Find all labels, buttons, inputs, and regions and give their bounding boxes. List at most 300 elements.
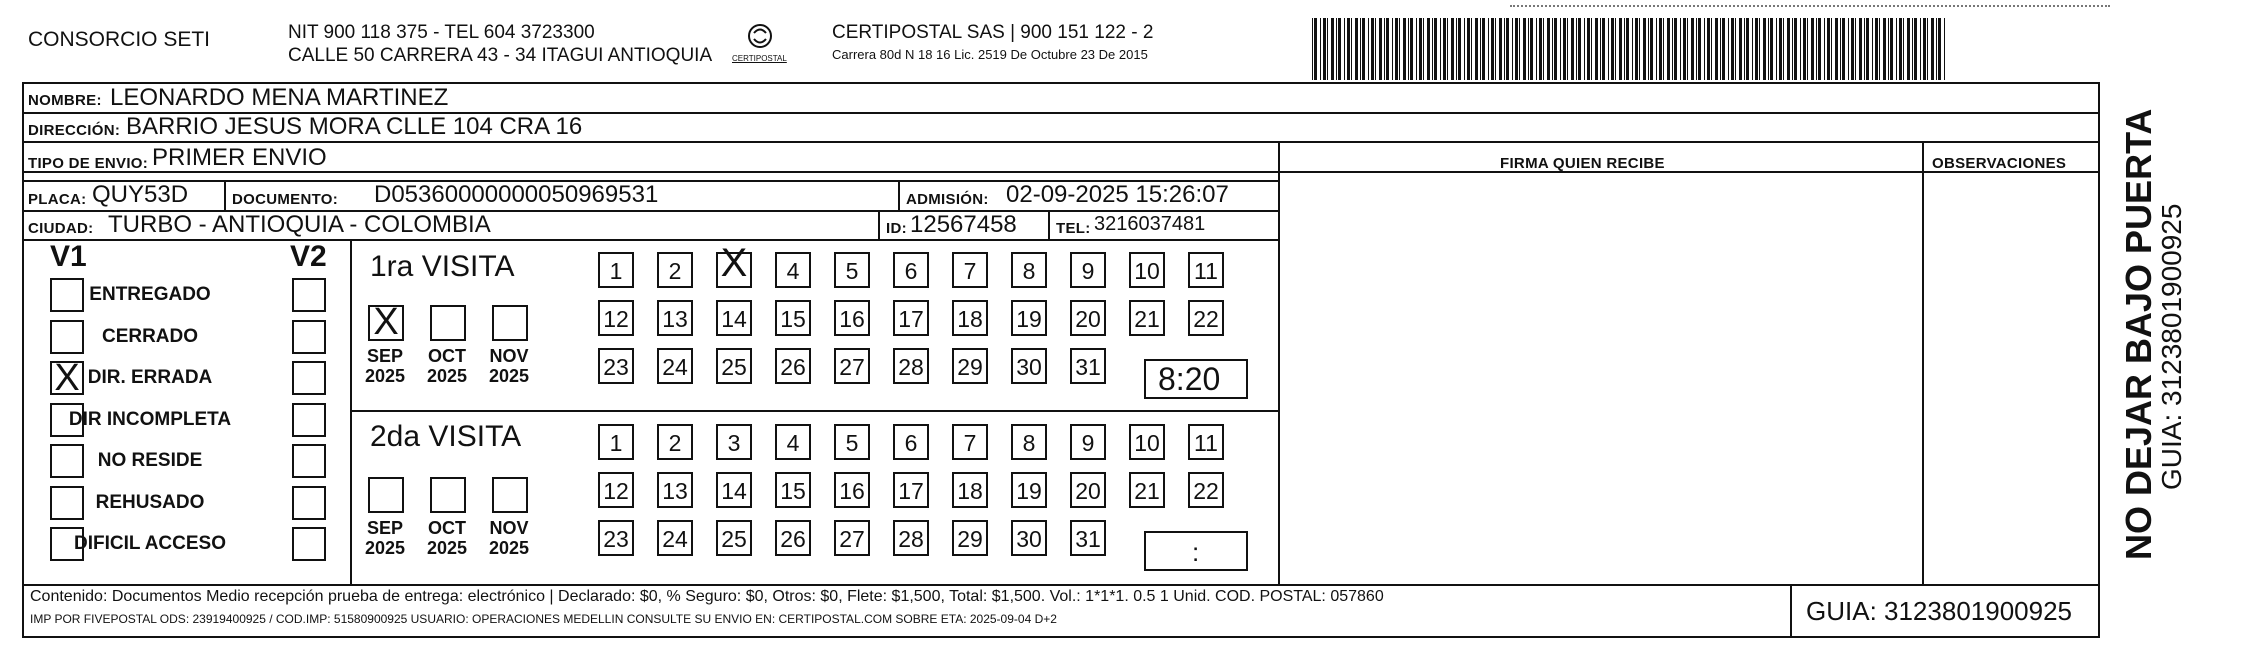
- barcode-bar: [1896, 18, 1897, 80]
- first-visit-day-box[interactable]: [716, 348, 752, 384]
- barcode-bar: [1635, 18, 1638, 80]
- first-visit-day-box[interactable]: [716, 300, 752, 336]
- barcode-bar: [1639, 18, 1640, 80]
- second-visit-day-number: 12: [603, 478, 629, 504]
- barcode-bar: [1539, 18, 1542, 80]
- first-visit-day-box[interactable]: [1011, 348, 1047, 384]
- firma-header: FIRMA QUIEN RECIBE: [1500, 155, 1665, 172]
- placa-label: PLACA:: [28, 191, 87, 208]
- first-visit-month-label: NOV: [489, 346, 529, 366]
- first-visit-day-box[interactable]: [598, 300, 634, 336]
- second-visit-day-number: 24: [662, 526, 688, 552]
- second-visit-month-checkbox[interactable]: [430, 477, 466, 513]
- first-visit-day-box[interactable]: [1129, 252, 1165, 288]
- barcode-bar: [1600, 18, 1601, 80]
- barcode-bar: [1672, 18, 1673, 80]
- barcode-bar: [1656, 18, 1657, 80]
- barcode: [1310, 18, 1950, 80]
- second-visit-day-number: 13: [662, 478, 688, 504]
- direccion-label: DIRECCIÓN:: [28, 122, 121, 139]
- first-visit-day-number: 4: [786, 258, 800, 284]
- form-frame: [22, 82, 2100, 638]
- right-top-border: [2098, 82, 2100, 142]
- barcode-bar: [1768, 18, 1769, 80]
- first-visit-month-mark: X: [373, 301, 399, 343]
- barcode-bar: [1663, 18, 1664, 80]
- barcode-bar: [1338, 18, 1341, 80]
- barcode-bar: [1674, 18, 1677, 80]
- barcode-bar: [1920, 18, 1921, 80]
- barcode-bar: [1447, 18, 1448, 80]
- barcode-bar: [1888, 18, 1889, 80]
- barcode-bar: [1687, 18, 1688, 80]
- second-visit-day-box[interactable]: [657, 520, 693, 556]
- first-visit-day-number: 14: [721, 306, 747, 332]
- v2-checkbox[interactable]: [292, 486, 326, 520]
- barcode-bar: [1399, 18, 1400, 80]
- barcode-bar: [1427, 18, 1430, 80]
- status-option-label: DIFICIL ACCESO: [73, 533, 226, 554]
- first-visit-day-box[interactable]: [716, 241, 752, 288]
- barcode-bar: [1416, 18, 1417, 80]
- barcode-bar: [1883, 18, 1886, 80]
- second-visit-day-box[interactable]: [1129, 472, 1165, 508]
- barcode-bar: [1746, 18, 1749, 80]
- first-visit-day-box[interactable]: [893, 252, 929, 288]
- barcode-bar: [1704, 18, 1705, 80]
- barcode-bar: [1803, 18, 1806, 80]
- barcode-bar: [1563, 18, 1566, 80]
- logo-text: CERTIPOSTAL: [732, 54, 787, 63]
- first-visit-day-number: 27: [839, 354, 865, 380]
- second-visit-day-box[interactable]: [1188, 424, 1224, 460]
- barcode-bar: [1875, 18, 1878, 80]
- second-visit-day-number: 20: [1075, 478, 1101, 504]
- first-visit-day-box[interactable]: [1070, 300, 1106, 336]
- barcode-bar: [1336, 18, 1337, 80]
- barcode-bar: [1879, 18, 1880, 80]
- tel-sep: [1048, 210, 1050, 239]
- barcode-bar: [1711, 18, 1712, 80]
- first-visit-day-number: 31: [1075, 354, 1101, 380]
- admision-sep: [898, 180, 900, 210]
- first-visit-day-number: 28: [898, 354, 924, 380]
- second-visit-day-box[interactable]: [1129, 424, 1165, 460]
- status-option-label: DIR INCOMPLETA: [68, 409, 232, 430]
- first-visit-day-number: 29: [957, 354, 983, 380]
- second-visit-day-box[interactable]: [1011, 472, 1047, 508]
- second-visit-day-box[interactable]: [893, 520, 929, 556]
- barcode-bar: [1392, 18, 1393, 80]
- barcode-bar: [1471, 18, 1472, 80]
- second-visit-time: :: [1192, 537, 1200, 567]
- barcode-bar: [1360, 18, 1361, 80]
- barcode-bar: [1731, 18, 1734, 80]
- v2-header: V2: [290, 240, 327, 273]
- barcode-bar: [1506, 18, 1509, 80]
- second-visit-day-box[interactable]: [598, 472, 634, 508]
- first-visit-day-box[interactable]: [1129, 300, 1165, 336]
- barcode-bar: [1491, 18, 1494, 80]
- second-visit-day-box[interactable]: [716, 472, 752, 508]
- barcode-bar: [1923, 18, 1926, 80]
- barcode-bar: [1528, 18, 1529, 80]
- barcode-bar: [1912, 18, 1913, 80]
- first-visit-day-box[interactable]: [1070, 252, 1106, 288]
- v2-checkbox[interactable]: [292, 444, 326, 478]
- barcode-bar: [1547, 18, 1550, 80]
- first-visit-day-box[interactable]: [1188, 300, 1224, 336]
- barcode-bar: [1770, 18, 1773, 80]
- barcode-bar: [1626, 18, 1629, 80]
- barcode-bar: [1608, 18, 1609, 80]
- barcode-bar: [1530, 18, 1533, 80]
- first-visit-day-box[interactable]: [775, 252, 811, 288]
- nit-line: NIT 900 118 375 - TEL 604 3723300: [288, 22, 595, 43]
- second-visit-day-box[interactable]: [893, 424, 929, 460]
- barcode-bar: [1488, 18, 1489, 80]
- barcode-bar: [1379, 18, 1382, 80]
- barcode-bar: [1859, 18, 1862, 80]
- second-visit-day-number: 15: [780, 478, 806, 504]
- second-visit-day-number: 6: [904, 430, 918, 456]
- first-visit-day-box[interactable]: [952, 252, 988, 288]
- documento-value: D05360000000050969531: [374, 181, 659, 208]
- second-visit-month-label: SEP: [366, 518, 404, 538]
- second-visit-month-label: NOV: [489, 518, 529, 538]
- barcode-bar: [1715, 18, 1718, 80]
- barcode-bar: [1512, 18, 1513, 80]
- first-visit-day-number: 24: [662, 354, 688, 380]
- obs-left-border: [1922, 141, 1924, 584]
- second-visit-day-box[interactable]: [834, 424, 870, 460]
- barcode-bar: [1824, 18, 1825, 80]
- second-visit-day-box[interactable]: [716, 424, 752, 460]
- barcode-bar: [1395, 18, 1398, 80]
- barcode-bar: [1480, 18, 1481, 80]
- barcode-bar: [1890, 18, 1893, 80]
- tel-label: TEL:: [1056, 220, 1091, 237]
- barcode-bar: [1403, 18, 1406, 80]
- footer-guia-sep: [1790, 584, 1792, 638]
- barcode-bar: [1735, 18, 1736, 80]
- first-visit-day-box[interactable]: [893, 348, 929, 384]
- barcode-bar: [1578, 18, 1581, 80]
- tel-value: 3216037481: [1094, 213, 1206, 235]
- first-visit-day-box[interactable]: [657, 348, 693, 384]
- barcode-bar: [1938, 18, 1941, 80]
- certipostal-logo: [730, 20, 790, 70]
- ciudad-label: CIUDAD:: [28, 220, 94, 237]
- placa-sep: [224, 180, 226, 210]
- second-visit-time-box[interactable]: [1144, 531, 1248, 571]
- first-visit-day-number: 15: [780, 306, 806, 332]
- first-visit-day-box[interactable]: [952, 348, 988, 384]
- second-visit-day-box[interactable]: [952, 520, 988, 556]
- barcode-bar: [1752, 18, 1753, 80]
- barcode-bar: [1759, 18, 1760, 80]
- v2-checkbox[interactable]: [292, 278, 326, 312]
- second-visit-month-checkbox[interactable]: [368, 477, 404, 513]
- second-visit-day-box[interactable]: [716, 520, 752, 556]
- barcode-bar: [1410, 18, 1413, 80]
- first-visit-day-box[interactable]: [893, 300, 929, 336]
- barcode-bar: [1543, 18, 1544, 80]
- v2-checkbox[interactable]: [292, 320, 326, 354]
- status-option-label: ENTREGADO: [89, 284, 211, 305]
- second-visit-day-box[interactable]: [657, 424, 693, 460]
- second-visit-day-box[interactable]: [952, 424, 988, 460]
- barcode-bar: [1560, 18, 1561, 80]
- barcode-bar: [1602, 18, 1605, 80]
- second-visit-day-box[interactable]: [775, 520, 811, 556]
- first-visit-day-number: 5: [845, 258, 859, 284]
- first-visit-day-box[interactable]: [834, 252, 870, 288]
- second-visit-day-number: 30: [1016, 526, 1042, 552]
- status-option-label: REHUSADO: [95, 492, 205, 513]
- footer-guia: GUIA: 3123801900925: [1806, 596, 2072, 626]
- barcode-bar: [1467, 18, 1470, 80]
- barcode-bar: [1698, 18, 1701, 80]
- second-visit-day-box[interactable]: [1070, 520, 1106, 556]
- second-visit-day-number: 18: [957, 478, 983, 504]
- first-visit-day-box[interactable]: [1011, 252, 1047, 288]
- second-visit-day-box[interactable]: [1070, 424, 1106, 460]
- v2-checkbox[interactable]: [292, 361, 326, 395]
- tipo-label: TIPO DE ENVIO:: [28, 155, 149, 172]
- barcode-bar: [1643, 18, 1646, 80]
- barcode-bar: [1776, 18, 1777, 80]
- second-visit-day-number: 7: [963, 430, 977, 456]
- second-visit-day-box[interactable]: [1188, 472, 1224, 508]
- barcode-bar: [1744, 18, 1745, 80]
- barcode-bar: [1855, 18, 1856, 80]
- barcode-bar: [1519, 18, 1520, 80]
- first-visit-month-checkbox[interactable]: [430, 305, 466, 341]
- barcode-bar: [1464, 18, 1465, 80]
- license-line: Carrera 80d N 18 16 Lic. 2519 De Octubre 23 De 2015: [832, 47, 1148, 62]
- first-visit-time-box[interactable]: [1144, 359, 1248, 399]
- second-visit-day-number: 3: [727, 430, 741, 456]
- first-visit-day-number: 6: [904, 258, 918, 284]
- first-visit-day-box[interactable]: [1070, 348, 1106, 384]
- first-visit-day-box[interactable]: [834, 300, 870, 336]
- second-visit-day-number: 2: [668, 430, 682, 456]
- v2-checkbox[interactable]: [292, 527, 326, 561]
- ciudad-value: TURBO - ANTIOQUIA - COLOMBIA: [108, 211, 491, 238]
- barcode-bar: [1811, 18, 1814, 80]
- obs-right-border: [2098, 141, 2100, 584]
- barcode-bar: [1591, 18, 1592, 80]
- barcode-bar: [1864, 18, 1865, 80]
- barcode-bar: [1816, 18, 1817, 80]
- barcode-bar: [1763, 18, 1766, 80]
- barcode-bar: [1362, 18, 1365, 80]
- barcode-bar: [1914, 18, 1917, 80]
- first-visit-day-number: 17: [898, 306, 924, 332]
- second-visit-day-number: 22: [1193, 478, 1219, 504]
- first-visit-day-number: 12: [603, 306, 629, 332]
- nombre-label: NOMBRE:: [28, 92, 102, 109]
- first-visit-day-number: 8: [1022, 258, 1036, 284]
- barcode-bar: [1331, 18, 1334, 80]
- second-visit-day-box[interactable]: [775, 472, 811, 508]
- first-visit-day-number: 23: [603, 354, 629, 380]
- nombre-value: LEONARDO MENA MARTINEZ: [110, 84, 449, 111]
- second-visit-year-label: 2025: [488, 538, 530, 558]
- barcode-bar: [1323, 18, 1326, 80]
- barcode-bar: [1783, 18, 1784, 80]
- second-visit-day-box[interactable]: [775, 424, 811, 460]
- second-visit-day-box[interactable]: [834, 520, 870, 556]
- barcode-bar: [1907, 18, 1910, 80]
- v1-check-mark: X: [54, 357, 80, 399]
- barcode-bar: [1931, 18, 1934, 80]
- barcode-bar: [1611, 18, 1614, 80]
- barcode-bar: [1683, 18, 1686, 80]
- second-visit-day-box[interactable]: [657, 472, 693, 508]
- first-visit-day-number: 30: [1016, 354, 1042, 380]
- second-visit-day-number: 27: [839, 526, 865, 552]
- first-visit-day-box[interactable]: [834, 348, 870, 384]
- barcode-bar: [1408, 18, 1409, 80]
- second-visit-day-box[interactable]: [834, 472, 870, 508]
- barcode-bar: [1347, 18, 1350, 80]
- barcode-bar: [1800, 18, 1801, 80]
- visit-separator: [350, 410, 1278, 412]
- first-visit-day-number: 16: [839, 306, 865, 332]
- barcode-bar: [1355, 18, 1358, 80]
- barcode-bar: [1536, 18, 1537, 80]
- first-visit-day-mark: X: [720, 241, 748, 285]
- footer-line: [22, 584, 2100, 586]
- id-sep: [878, 210, 880, 239]
- first-visit-year-label: 2025: [426, 366, 468, 386]
- barcode-bar: [1831, 18, 1832, 80]
- second-visit-day-number: 14: [721, 478, 747, 504]
- barcode-bar: [1384, 18, 1385, 80]
- placa-value: QUY53D: [92, 181, 189, 208]
- second-visit-day-box[interactable]: [952, 472, 988, 508]
- barcode-bar: [1523, 18, 1526, 80]
- barcode-bar: [1451, 18, 1454, 80]
- second-visit-day-box[interactable]: [893, 472, 929, 508]
- second-visit-day-box[interactable]: [598, 424, 634, 460]
- first-visit-day-box[interactable]: [598, 252, 634, 288]
- first-visit-day-box[interactable]: [598, 348, 634, 384]
- first-visit-day-box[interactable]: [775, 300, 811, 336]
- second-visit-day-box[interactable]: [598, 520, 634, 556]
- second-visit-day-number: 31: [1075, 526, 1101, 552]
- observaciones-header: OBSERVACIONES: [1932, 155, 2067, 172]
- first-visit-month-label: SEP: [366, 346, 404, 366]
- barcode-bar: [1722, 18, 1725, 80]
- barcode-bar: [1792, 18, 1793, 80]
- first-visit-month-checkbox[interactable]: [368, 301, 404, 343]
- barcode-bar: [1554, 18, 1557, 80]
- barcode-bar: [1842, 18, 1845, 80]
- first-visit-day-box[interactable]: [657, 252, 693, 288]
- admision-value: 02-09-2025 15:26:07: [1006, 181, 1229, 208]
- row-line-3: [22, 171, 2100, 173]
- footer-imp: IMP POR FIVEPOSTAL ODS: 23919400925 / COD.IMP: 51580900925 USUARIO: OPERACIONES MEDELLIN CONSULTE SU ENVIO EN: CERTIPOSTAL.COM SOBRE ETA: 2025-09-04 D+2: [30, 612, 1057, 626]
- first-visit-day-number: 18: [957, 306, 983, 332]
- second-visit-day-number: 8: [1022, 430, 1036, 456]
- first-visit-day-number: 21: [1134, 306, 1160, 332]
- barcode-bar: [1571, 18, 1574, 80]
- second-visit-day-number: 17: [898, 478, 924, 504]
- barcode-bar: [1440, 18, 1441, 80]
- barcode-bar: [1818, 18, 1821, 80]
- v1-header: V1: [50, 240, 87, 273]
- first-visit-day-box[interactable]: [1011, 300, 1047, 336]
- second-visit-title: 2da VISITA: [370, 420, 522, 453]
- barcode-bar: [1419, 18, 1422, 80]
- first-visit-day-box[interactable]: [1188, 252, 1224, 288]
- barcode-bar: [1434, 18, 1437, 80]
- barcode-bar: [1327, 18, 1328, 80]
- second-visit-day-number: 9: [1081, 430, 1095, 456]
- barcode-bar: [1320, 18, 1321, 80]
- v2-checkbox[interactable]: [292, 403, 326, 437]
- barcode-bar: [1567, 18, 1568, 80]
- barcode-bar: [1499, 18, 1502, 80]
- first-visit-time: 8:20: [1158, 361, 1221, 397]
- barcode-bar: [1779, 18, 1782, 80]
- address-line: CALLE 50 CARRERA 43 - 34 ITAGUI ANTIOQUIA: [288, 45, 713, 66]
- first-visit-day-number: 26: [780, 354, 806, 380]
- barcode-bar: [1344, 18, 1345, 80]
- second-visit-day-box[interactable]: [1070, 472, 1106, 508]
- barcode-bar: [1936, 18, 1937, 80]
- second-visit-day-box[interactable]: [1011, 424, 1047, 460]
- second-visit-month-checkbox[interactable]: [492, 477, 528, 513]
- second-visit-year-label: 2025: [426, 538, 468, 558]
- barcode-bar: [1495, 18, 1496, 80]
- barcode-bar: [1443, 18, 1446, 80]
- barcode-bar: [1794, 18, 1797, 80]
- barcode-bar: [1848, 18, 1849, 80]
- second-visit-day-number: 16: [839, 478, 865, 504]
- first-visit-day-number: 1: [609, 258, 623, 284]
- second-visit-day-number: 11: [1194, 430, 1218, 456]
- barcode-bar: [1458, 18, 1461, 80]
- first-visit-month-checkbox[interactable]: [492, 305, 528, 341]
- first-visit-day-number: 2: [668, 258, 682, 284]
- second-visit-day-number: 10: [1134, 430, 1160, 456]
- first-visit-year-label: 2025: [364, 366, 406, 386]
- barcode-bar: [1835, 18, 1838, 80]
- barcode-bar: [1691, 18, 1694, 80]
- second-visit-day-box[interactable]: [1011, 520, 1047, 556]
- second-visit-day-number: 1: [609, 430, 623, 456]
- first-visit-day-box[interactable]: [657, 300, 693, 336]
- first-visit-day-number: 9: [1081, 258, 1095, 284]
- second-visit-day-number: 5: [845, 430, 859, 456]
- footer-contenido: Contenido: Documentos Medio recepción prueba de entrega: electrónico | Declarado: $0, % Seguro: $0, Otros: $0, Flete: $1,500, Total: $1,500. Vol.: 1*1*1. 0.5 1 Unid. COD. POSTAL: 057860: [30, 588, 1384, 605]
- barcode-bar: [1650, 18, 1653, 80]
- barcode-bar: [1552, 18, 1553, 80]
- carrier-line: CERTIPOSTAL SAS | 900 151 122 - 2: [832, 22, 1154, 43]
- second-visit-day-number: 23: [603, 526, 629, 552]
- first-visit-day-number: 13: [662, 306, 688, 332]
- status-option-label: CERRADO: [101, 326, 199, 347]
- barcode-bar: [1619, 18, 1622, 80]
- barcode-bar: [1787, 18, 1790, 80]
- second-visit-month-label: OCT: [428, 518, 466, 538]
- first-visit-day-box[interactable]: [775, 348, 811, 384]
- first-visit-day-box[interactable]: [952, 300, 988, 336]
